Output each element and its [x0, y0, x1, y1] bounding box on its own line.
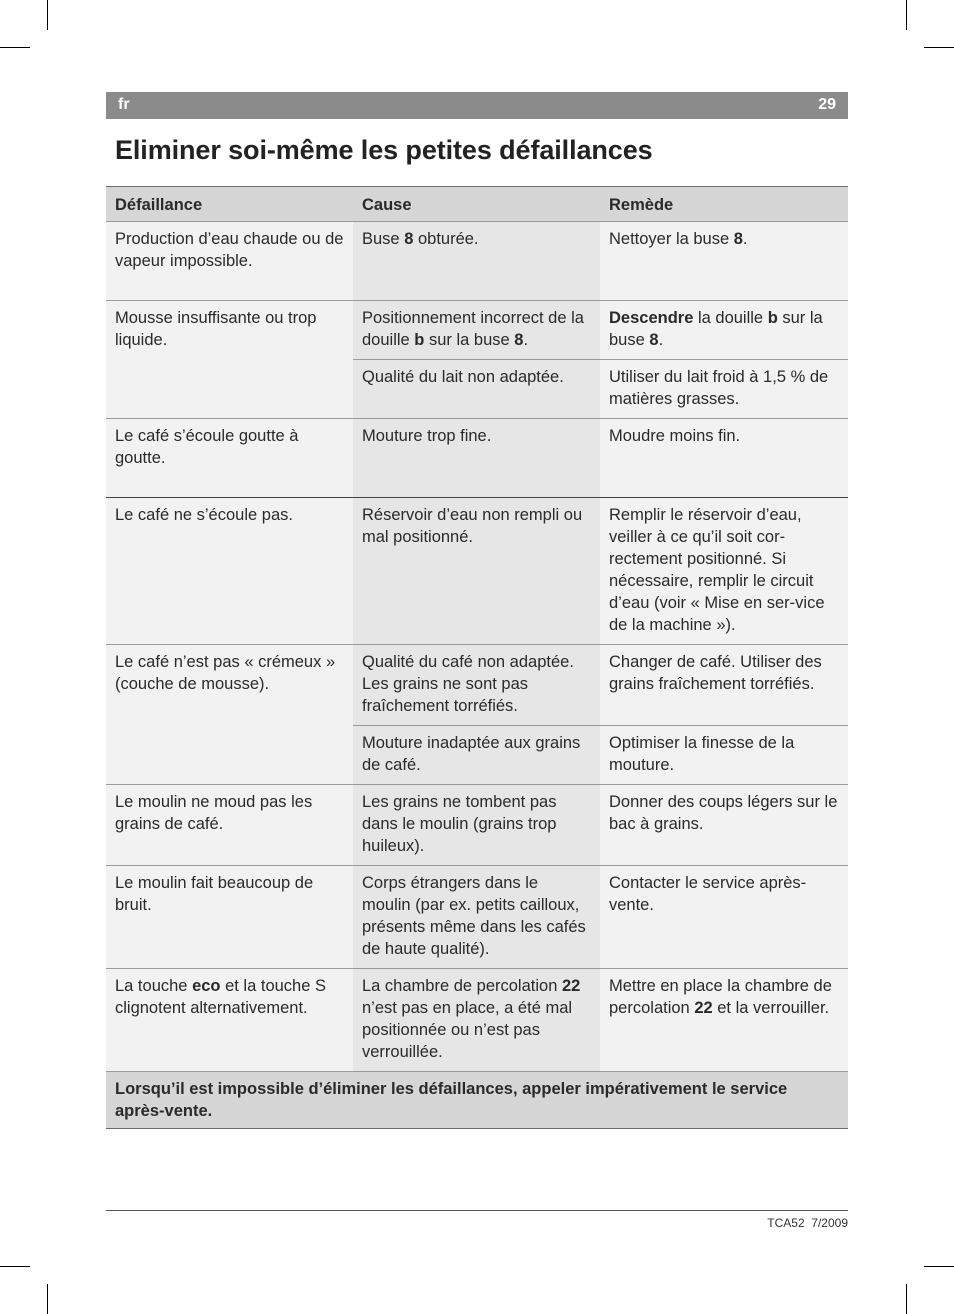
cause-cell: Mouture inadaptée aux grains de café.	[353, 726, 600, 785]
crop-mark	[0, 1266, 30, 1267]
crop-mark	[0, 47, 30, 48]
table-row	[106, 866, 848, 969]
defaillance-cell: Le café s’écoule goutte à goutte.	[106, 419, 353, 498]
bold-reference: 8	[733, 230, 743, 248]
crop-mark	[47, 1284, 48, 1314]
footer-note-row	[106, 1072, 848, 1129]
table-row	[106, 645, 848, 726]
cause-cell: Mouture trop fine.	[353, 419, 600, 498]
crop-mark	[924, 1266, 954, 1267]
column-header-remede: Remède	[600, 187, 848, 222]
column-header-cause: Cause	[353, 187, 600, 222]
cause-cell: Corps étrangers dans le moulin (par ex. petits cailloux, présents même dans les cafés de haute qualité).	[353, 866, 600, 969]
table-row	[106, 301, 848, 360]
bold-reference: eco	[192, 977, 221, 995]
model-code	[767, 1216, 848, 1230]
service-note: Lorsqu’il est impossible d’éliminer les défaillances, appeler impérativement le service après-vente.	[106, 1072, 848, 1129]
bold-reference: b	[414, 331, 425, 349]
defaillance-cell: Production d’eau chaude ou de vapeur impossible.	[106, 222, 353, 301]
crop-mark	[47, 0, 48, 30]
table-row	[106, 498, 848, 645]
remede-cell: Remplir le réservoir d’eau, veiller à ce qu’il soit cor-rectement positionné. Si nécessaire, remplir le circuit d’eau (voir « Mise en ser-vice de la machine »).	[600, 498, 848, 645]
page-number: 29	[818, 96, 836, 113]
crop-mark	[906, 1284, 907, 1314]
defaillance-cell: La touche eco et la touche S clignotent alternativement.	[106, 969, 353, 1072]
remede-cell: Moudre moins fin.	[600, 419, 848, 498]
table-header-row	[106, 187, 848, 222]
bold-reference: 8	[649, 331, 659, 349]
page-header-bar	[106, 92, 848, 119]
model-number: TCA52	[767, 1216, 805, 1230]
remede-cell: Utiliser du lait froid à 1,5 % de matières grasses.	[600, 360, 848, 419]
cause-cell: Réservoir d’eau non rempli ou mal positionné.	[353, 498, 600, 645]
remede-cell: Optimiser la finesse de la mouture.	[600, 726, 848, 785]
table-row	[106, 969, 848, 1072]
defaillance-cell: Le moulin ne moud pas les grains de café.	[106, 785, 353, 866]
defaillance-cell: Mousse insuffisante ou trop liquide.	[106, 301, 353, 419]
bold-reference: Descendre	[609, 309, 694, 327]
table-row	[106, 419, 848, 498]
table-row	[106, 222, 848, 301]
remede-cell: Changer de café. Utiliser des grains fraîchement torréfiés.	[600, 645, 848, 726]
bold-reference: b	[767, 309, 778, 327]
remede-cell: Descendre la douille b sur la buse 8.	[600, 301, 848, 360]
edition-date: 7/2009	[811, 1216, 848, 1230]
bold-reference: 22	[694, 999, 713, 1017]
remede-cell: Contacter le service après-vente.	[600, 866, 848, 969]
defaillance-cell: Le moulin fait beaucoup de bruit.	[106, 866, 353, 969]
cause-cell: Les grains ne tombent pas dans le moulin (grains trop huileux).	[353, 785, 600, 866]
crop-mark	[906, 0, 907, 30]
cause-cell: Qualité du lait non adaptée.	[353, 360, 600, 419]
cause-cell: Positionnement incorrect de la douille b sur la buse 8.	[353, 301, 600, 360]
bold-reference: 8	[404, 230, 414, 248]
crop-mark	[924, 47, 954, 48]
cause-cell: Buse 8 obturée.	[353, 222, 600, 301]
remede-cell: Nettoyer la buse 8.	[600, 222, 848, 301]
cause-cell: Qualité du café non adaptée. Les grains ne sont pas fraîchement torréfiés.	[353, 645, 600, 726]
bold-reference: 22	[561, 977, 581, 995]
bold-reference: 8	[514, 331, 524, 349]
remede-cell: Mettre en place la chambre de percolation 22 et la verrouiller.	[600, 969, 848, 1072]
defaillance-cell: Le café ne s’écoule pas.	[106, 498, 353, 645]
defaillance-cell: Le café n’est pas « crémeux » (couche de mousse).	[106, 645, 353, 785]
language-code: fr	[118, 96, 130, 113]
page-title: Eliminer soi-même les petites défaillances	[115, 135, 653, 165]
troubleshooting-table	[106, 186, 848, 1129]
column-header-defaillance: Défaillance	[106, 187, 353, 222]
table-row	[106, 785, 848, 866]
footer-rule	[106, 1210, 848, 1211]
cause-cell: La chambre de percolation 22 n’est pas en place, a été mal positionnée ou n’est pas verrouillée.	[353, 969, 600, 1072]
remede-cell: Donner des coups légers sur le bac à grains.	[600, 785, 848, 866]
